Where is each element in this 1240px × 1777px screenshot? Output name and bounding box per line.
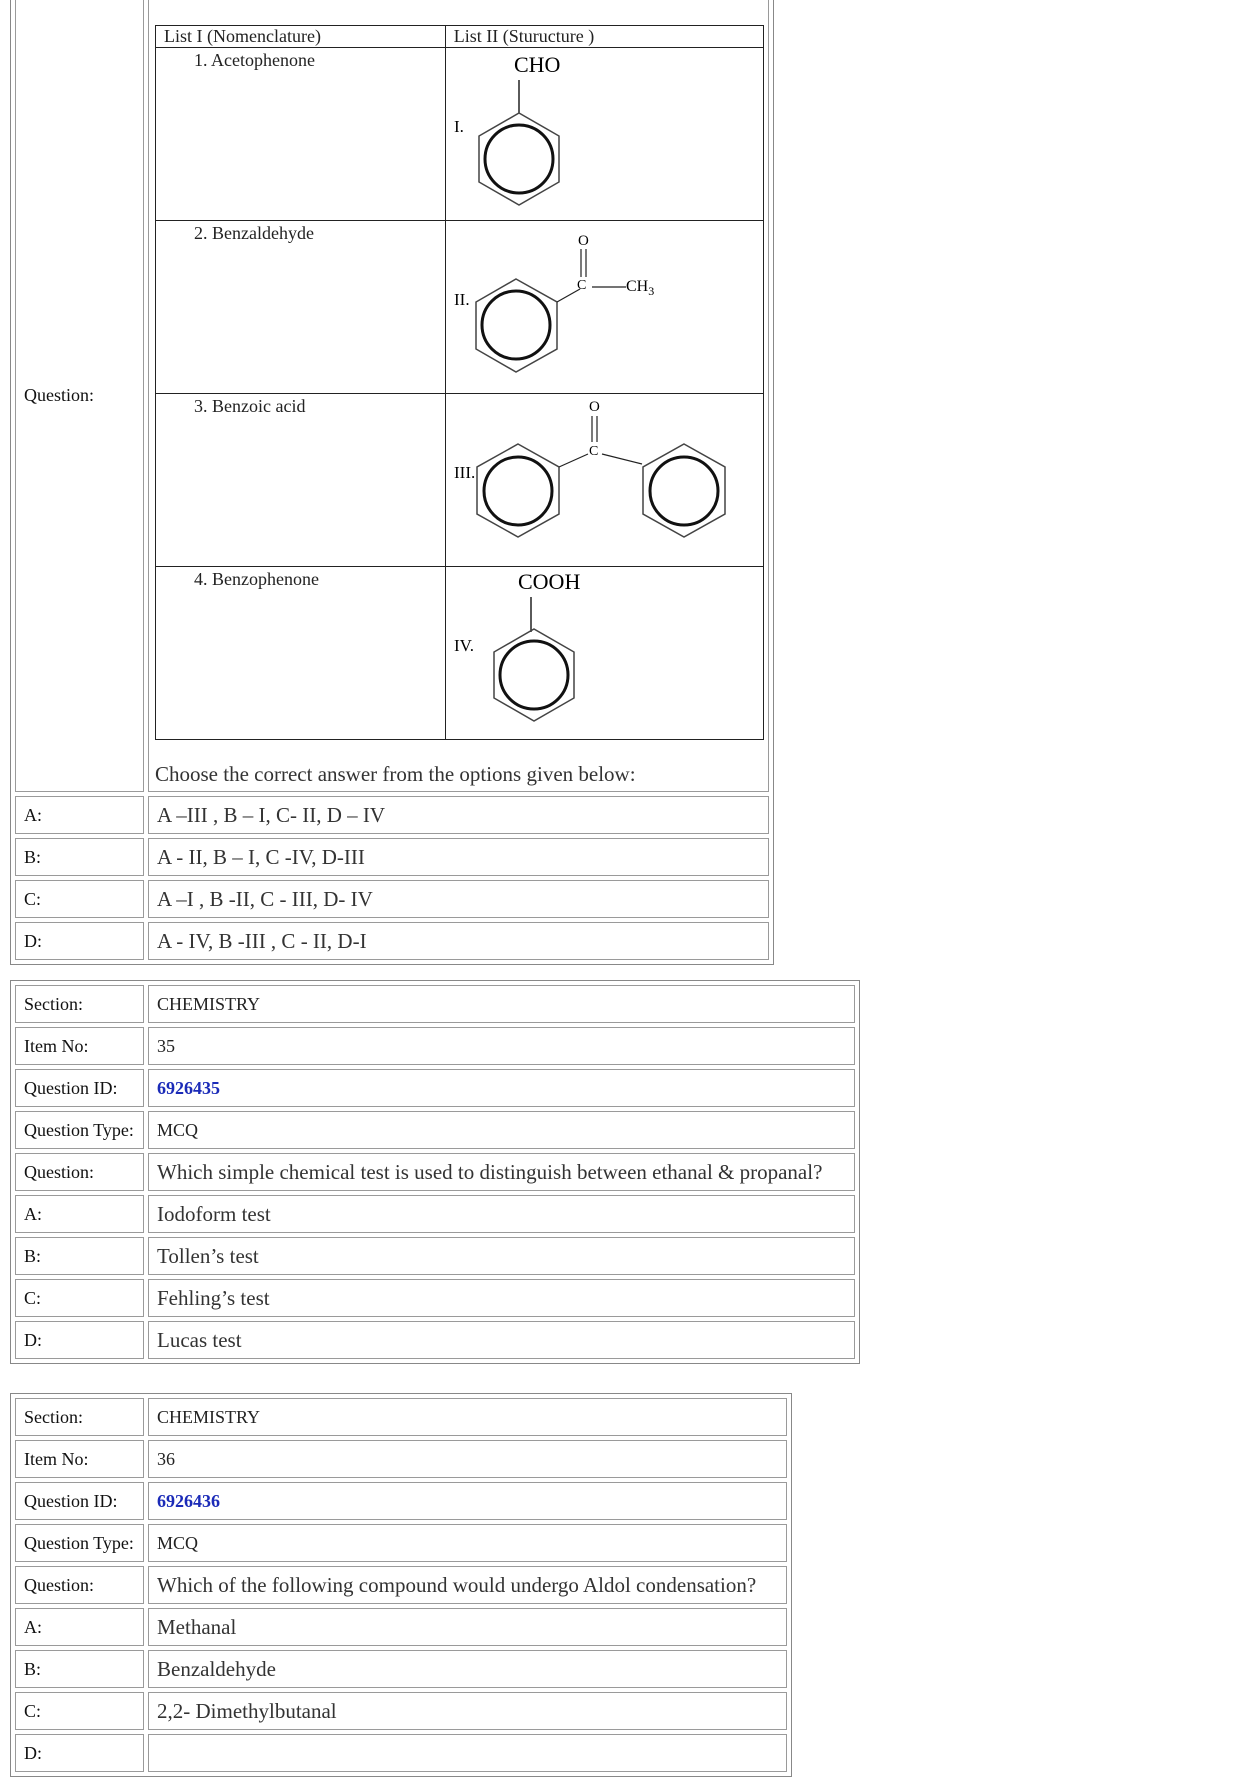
option-d-label: D: <box>15 1734 144 1772</box>
list1-header: List I (Nomenclature) <box>156 26 446 48</box>
item-no-label: Item No: <box>15 1027 144 1065</box>
roman-label: I. <box>453 117 464 136</box>
question-label: Question: <box>15 1153 144 1191</box>
option-c[interactable]: 2,2- Dimethylbutanal <box>148 1692 787 1730</box>
option-b[interactable]: Benzaldehyde <box>148 1650 787 1688</box>
structure-cooh <box>445 567 763 740</box>
list1-item: 3. Benzoic acid <box>156 394 446 567</box>
option-a-label: A: <box>15 1195 144 1233</box>
question-text: Which of the following compound would undergo Aldol condensation? <box>148 1566 787 1604</box>
question-id-value: 6926435 <box>148 1069 855 1107</box>
item-no-label: Item No: <box>15 1440 144 1478</box>
structure-cho <box>445 48 763 221</box>
question-type-value: MCQ <box>148 1524 787 1562</box>
option-b-label: B: <box>15 1650 144 1688</box>
question-text: Which simple chemical test is used to distinguish between ethanal & propanal? <box>148 1153 855 1191</box>
question-type-value: MCQ <box>148 1111 855 1149</box>
benzoic-acid-structure <box>446 567 781 737</box>
option-c-label: C: <box>15 880 144 918</box>
question-type-label: Question Type: <box>15 1111 144 1149</box>
option-c[interactable]: A –I , B -II, C - III, D- IV <box>148 880 769 918</box>
option-d-label: D: <box>15 1321 144 1359</box>
option-a-label: A: <box>15 796 144 834</box>
question-label: Question: <box>15 1566 144 1604</box>
question-type-label: Question Type: <box>15 1524 144 1562</box>
option-d[interactable] <box>148 1734 787 1772</box>
option-c[interactable]: Fehling’s test <box>148 1279 855 1317</box>
option-d-label: D: <box>15 922 144 960</box>
roman-label: IV. <box>453 636 474 655</box>
section-label: Section: <box>15 985 144 1023</box>
list1-item: 2. Benzaldehyde <box>156 221 446 394</box>
match-list-table <box>155 25 764 740</box>
option-c-label: C: <box>15 1692 144 1730</box>
option-c-label: C: <box>15 1279 144 1317</box>
question-id-label: Question ID: <box>15 1482 144 1520</box>
instruction-text: Choose the correct answer from the options given below: <box>155 762 636 786</box>
question-id-value: 6926436 <box>148 1482 787 1520</box>
section-value: CHEMISTRY <box>148 1398 787 1436</box>
option-d[interactable]: A - IV, B -III , C - II, D-I <box>148 922 769 960</box>
roman-label: III. <box>453 463 476 482</box>
cooh-label: COOH <box>517 569 581 594</box>
carbonyl-oxygen: O <box>577 233 589 249</box>
benzaldehyde-structure <box>446 48 781 218</box>
question-34-table <box>10 0 774 965</box>
item-no-value: 35 <box>148 1027 855 1065</box>
question-label: Question: <box>15 0 144 792</box>
list2-header: List II (Sturucture ) <box>445 26 763 48</box>
section-value: CHEMISTRY <box>148 985 855 1023</box>
option-a[interactable]: A –III , B – I, C- II, D – IV <box>148 796 769 834</box>
roman-label: II. <box>453 290 470 309</box>
carbonyl-oxygen: O <box>588 399 600 415</box>
list1-item: 1. Acetophenone <box>156 48 446 221</box>
structure-benzophenone <box>445 394 763 567</box>
option-b[interactable]: Tollen’s test <box>148 1237 855 1275</box>
benzophenone-structure <box>446 394 781 564</box>
question-id-label: Question ID: <box>15 1069 144 1107</box>
question-35-table <box>10 980 860 1364</box>
item-no-value: 36 <box>148 1440 787 1478</box>
option-b-label: B: <box>15 1237 144 1275</box>
option-d[interactable]: Lucas test <box>148 1321 855 1359</box>
carbonyl-carbon: C <box>576 278 587 293</box>
option-a-label: A: <box>15 1608 144 1646</box>
carbonyl-carbon: C <box>588 444 599 459</box>
question-body <box>148 0 769 792</box>
option-a[interactable]: Iodoform test <box>148 1195 855 1233</box>
acetophenone-structure <box>446 221 781 391</box>
question-36-table <box>10 1393 792 1777</box>
list1-item: 4. Benzophenone <box>156 567 446 740</box>
option-a[interactable]: Methanal <box>148 1608 787 1646</box>
option-b-label: B: <box>15 838 144 876</box>
ch3-label: $CH_3$ <box>625 278 655 298</box>
cho-label: CHO <box>513 52 561 77</box>
structure-acetophenone <box>445 221 763 394</box>
option-b[interactable]: A - II, B – I, C -IV, D-III <box>148 838 769 876</box>
section-label: Section: <box>15 1398 144 1436</box>
